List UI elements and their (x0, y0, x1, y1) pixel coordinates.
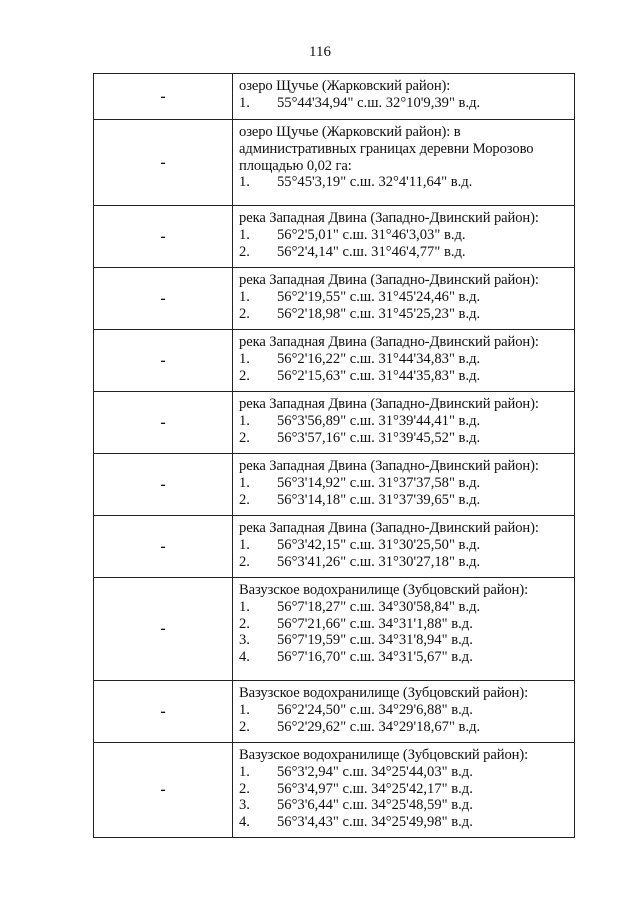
row-description (233, 454, 575, 516)
coordinate-number: 4. (239, 649, 250, 666)
coordinate-value: 56°7'21,66" с.ш. 34°31'1,88" в.д. (277, 615, 473, 632)
coordinate-line (239, 227, 570, 244)
coordinate-number: 3. (239, 797, 250, 814)
coordinates-table (93, 73, 575, 838)
coordinate-value: 56°3'4,97" с.ш. 34°25'42,17" в.д. (277, 780, 473, 797)
coordinate-value: 56°2'18,98" с.ш. 31°45'25,23" в.д. (277, 305, 481, 322)
coordinate-value: 56°3'2,94" с.ш. 34°25'44,03" в.д. (277, 763, 473, 780)
coordinate-line (239, 430, 570, 447)
coordinate-value: 56°3'57,16" с.ш. 31°39'45,52" в.д. (277, 429, 481, 446)
coordinate-number: 1. (239, 763, 250, 780)
coordinate-line (239, 475, 570, 492)
coordinate-number: 2. (239, 491, 250, 508)
table-row (94, 454, 575, 516)
water-body-title: река Западная Двина (Западно-Двинский район): (239, 334, 539, 350)
coordinate-number: 2. (239, 305, 250, 322)
coordinate-line (239, 649, 570, 666)
coordinate-value: 56°3'41,26" с.ш. 31°30'27,18" в.д. (277, 553, 481, 570)
row-description (233, 206, 575, 268)
coordinate-line (239, 413, 570, 430)
coordinate-line (239, 616, 570, 633)
water-body-title: озеро Щучье (Жарковский район): в административных границах деревни Морозово площадью 0,02 га: (239, 124, 534, 174)
water-body-title: Вазузское водохранилище (Зубцовский район): (239, 747, 529, 763)
table-row (94, 74, 575, 120)
coordinate-number: 1. (239, 94, 250, 111)
water-body-title: река Западная Двина (Западно-Двинский район): (239, 210, 539, 226)
coordinate-number: 2. (239, 780, 250, 797)
coordinate-number: 1. (239, 174, 250, 191)
row-description (233, 516, 575, 578)
coordinate-number: 1. (239, 288, 250, 305)
coordinate-value: 56°7'18,27" с.ш. 34°30'58,84" в.д. (277, 598, 481, 615)
water-body-title: река Западная Двина (Западно-Двинский район): (239, 458, 539, 474)
coordinate-line (239, 781, 570, 798)
coordinate-value: 56°2'16,22" с.ш. 31°44'34,83" в.д. (277, 350, 481, 367)
coordinate-line (239, 244, 570, 261)
row-description (233, 681, 575, 743)
row-description (233, 392, 575, 454)
row-marker: - (94, 516, 233, 578)
coordinate-number: 1. (239, 412, 250, 429)
water-body-title: река Западная Двина (Западно-Двинский район): (239, 396, 539, 412)
coordinate-line (239, 632, 570, 649)
row-description (233, 743, 575, 838)
table-row (94, 268, 575, 330)
row-description (233, 74, 575, 120)
coordinate-value: 56°3'14,92" с.ш. 31°37'37,58" в.д. (277, 474, 481, 491)
row-marker: - (94, 120, 233, 206)
coordinate-line (239, 599, 570, 616)
row-marker: - (94, 206, 233, 268)
coordinate-line (239, 306, 570, 323)
coordinate-line (239, 174, 570, 191)
row-description (233, 268, 575, 330)
coordinate-number: 1. (239, 350, 250, 367)
coordinate-value: 56°2'4,14" с.ш. 31°46'4,77" в.д. (277, 243, 466, 260)
water-body-title: озеро Щучье (Жарковский район): (239, 78, 451, 94)
coordinate-value: 56°3'56,89" с.ш. 31°39'44,41" в.д. (277, 412, 481, 429)
coordinates-table-body (94, 74, 575, 838)
coordinate-line (239, 351, 570, 368)
coordinate-number: 1. (239, 474, 250, 491)
water-body-title: река Западная Двина (Западно-Двинский район): (239, 520, 539, 536)
coordinate-value: 56°2'19,55" с.ш. 31°45'24,46" в.д. (277, 288, 481, 305)
row-description (233, 120, 575, 206)
coordinate-line (239, 492, 570, 509)
page-number: 116 (309, 44, 331, 60)
coordinate-value: 56°7'16,70" с.ш. 34°31'5,67" в.д. (277, 649, 473, 666)
row-marker: - (94, 330, 233, 392)
coordinate-number: 2. (239, 615, 250, 632)
coordinate-line (239, 719, 570, 736)
table-row (94, 392, 575, 454)
table-row (94, 516, 575, 578)
coordinate-value: 55°44'34,94" с.ш. 32°10'9,39" в.д. (277, 94, 481, 111)
coordinate-value: 56°2'5,01" с.ш. 31°46'3,03" в.д. (277, 226, 466, 243)
coordinate-value: 56°2'15,63" с.ш. 31°44'35,83" в.д. (277, 367, 481, 384)
row-description (233, 330, 575, 392)
coordinate-line (239, 814, 570, 831)
row-marker: - (94, 454, 233, 516)
coordinate-value: 56°3'14,18" с.ш. 31°37'39,65" в.д. (277, 491, 481, 508)
table-row (94, 743, 575, 838)
table-row (94, 330, 575, 392)
row-marker: - (94, 392, 233, 454)
coordinate-line (239, 95, 570, 112)
coordinate-number: 1. (239, 701, 250, 718)
coordinate-value: 55°45'3,19" с.ш. 32°4'11,64" в.д. (277, 174, 473, 191)
table-row (94, 206, 575, 268)
row-marker: - (94, 743, 233, 838)
coordinate-line (239, 702, 570, 719)
coordinate-number: 1. (239, 536, 250, 553)
water-body-title: река Западная Двина (Западно-Двинский район): (239, 272, 539, 288)
coordinate-number: 3. (239, 632, 250, 649)
coordinate-line (239, 537, 570, 554)
coordinate-value: 56°7'19,59" с.ш. 34°31'8,94" в.д. (277, 632, 473, 649)
coordinate-number: 2. (239, 429, 250, 446)
coordinate-number: 2. (239, 553, 250, 570)
coordinate-line (239, 289, 570, 306)
coordinate-value: 56°3'42,15" с.ш. 31°30'25,50" в.д. (277, 536, 481, 553)
coordinate-value: 56°2'29,62" с.ш. 34°29'18,67" в.д. (277, 718, 481, 735)
row-marker: - (94, 74, 233, 120)
coordinate-line (239, 554, 570, 571)
coordinate-number: 4. (239, 814, 250, 831)
coordinate-line (239, 368, 570, 385)
coordinate-number: 1. (239, 598, 250, 615)
coordinate-number: 2. (239, 367, 250, 384)
water-body-title: Вазузское водохранилище (Зубцовский район): (239, 582, 529, 598)
table-row (94, 681, 575, 743)
table-row (94, 120, 575, 206)
coordinate-number: 2. (239, 718, 250, 735)
row-description (233, 578, 575, 681)
table-row (94, 578, 575, 681)
row-marker: - (94, 681, 233, 743)
water-body-title: Вазузское водохранилище (Зубцовский район): (239, 685, 529, 701)
row-marker: - (94, 578, 233, 681)
coordinate-line (239, 764, 570, 781)
coordinate-number: 2. (239, 243, 250, 260)
coordinate-value: 56°3'4,43" с.ш. 34°25'49,98" в.д. (277, 814, 473, 831)
coordinate-value: 56°2'24,50" с.ш. 34°29'6,88" в.д. (277, 701, 473, 718)
coordinate-value: 56°3'6,44" с.ш. 34°25'48,59" в.д. (277, 797, 473, 814)
row-marker: - (94, 268, 233, 330)
coordinate-line (239, 797, 570, 814)
coordinate-number: 1. (239, 226, 250, 243)
